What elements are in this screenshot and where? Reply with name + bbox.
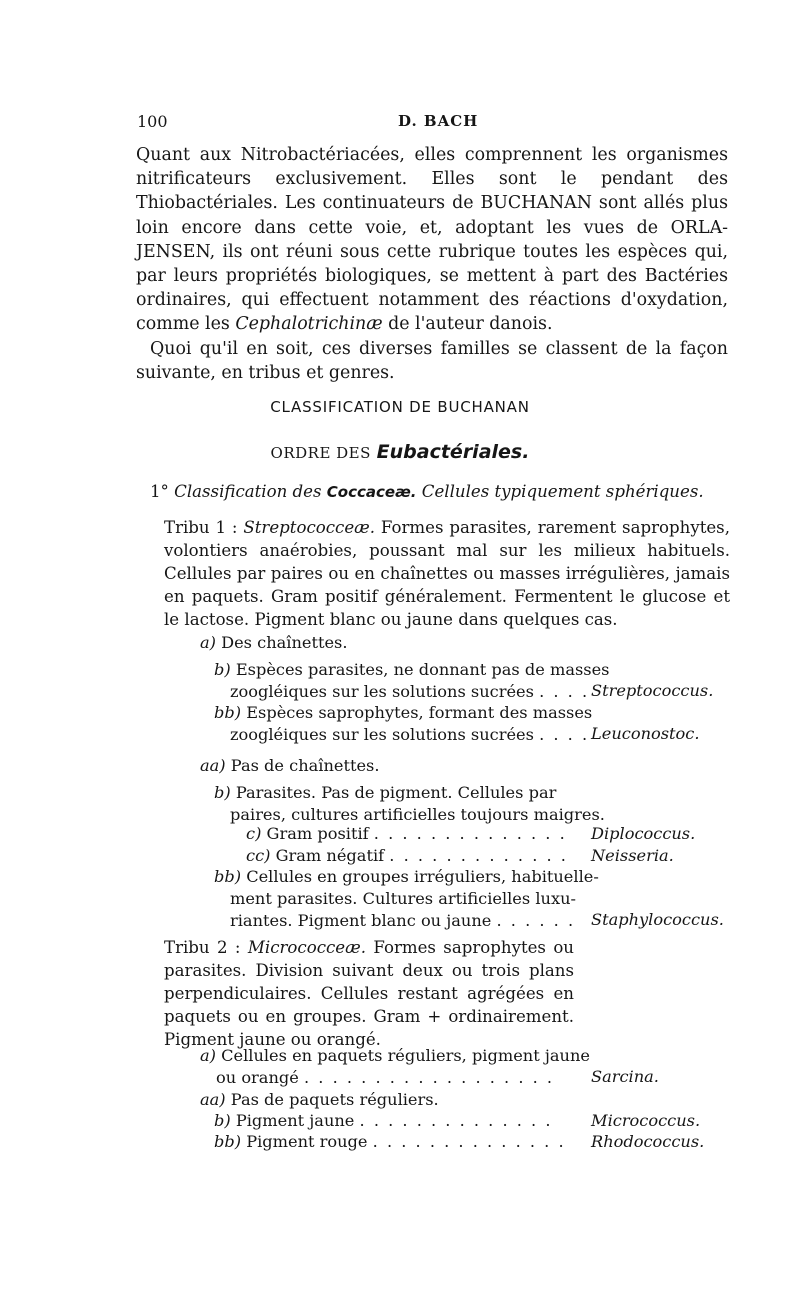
key-mark: bb) — [214, 867, 242, 886]
key1-aa — [200, 756, 380, 775]
leader-dots: . . . . . . . . . . . . . . — [359, 1111, 553, 1130]
page-number: 100 — [137, 112, 168, 131]
key-mark: aa) — [200, 1090, 226, 1109]
key2-aa — [200, 1090, 439, 1109]
key-mark: cc) — [246, 846, 271, 865]
key2-bb — [214, 1132, 566, 1151]
key-text: paires, cultures artificielles toujours maigres. — [230, 805, 605, 824]
key-mark: a) — [200, 633, 216, 652]
key-mark: b) — [214, 1111, 231, 1130]
key-mark: b) — [214, 783, 231, 802]
genus-label: Streptococcus. — [591, 681, 714, 700]
leader-dots: . . . . . . — [496, 911, 576, 930]
tribu-2-name: Micrococceæ. — [247, 938, 366, 957]
leader-dots: . . . . . . . . . . . . . — [389, 846, 568, 865]
tribu-1-name: Streptococceæ. — [243, 518, 376, 537]
tribu-2-text: Formes saprophytes ou parasites. Division suivant deux ou trois plans perpendiculaires. Cellules restant agrégées en paquets ou en groupes. Gram + ordinairement. Pigment jaune ou orangé. — [164, 938, 574, 1049]
key-mark: b) — [214, 660, 231, 679]
order-heading — [0, 441, 800, 463]
key-text: Cellules en groupes irréguliers, habituelle- — [246, 867, 599, 886]
key-mark: bb) — [214, 703, 242, 722]
key-text: Pigment rouge — [246, 1132, 368, 1151]
classification-heading: CLASSIFICATION DE BUCHANAN — [270, 398, 530, 416]
key-text: ment parasites. Cultures artificielles luxu- — [230, 889, 576, 908]
key-mark: bb) — [214, 1132, 242, 1151]
tribu-2-paragraph — [164, 936, 574, 1051]
leader-dots: . . . . — [539, 725, 590, 744]
key-text: zoogléiques sur les solutions sucrées — [230, 725, 534, 744]
key1-b — [214, 659, 609, 703]
order-name: Eubactériales. — [376, 441, 530, 463]
key-mark: a) — [200, 1046, 216, 1065]
section-family: Coccaceæ. — [326, 483, 417, 501]
key2-a — [200, 1045, 590, 1089]
intro-text-end: de l'auteur danois. — [388, 314, 553, 335]
genus-label: Rhodococcus. — [591, 1132, 705, 1151]
intro-text: Quant aux Nitrobactériacées, elles comprennent les organismes nitrificateurs exclusivement. Elles sont le pendant des Thiobactériales. Les continuateurs de BUCHANAN sont allés plus loin encore dans cette voie, et, adoptant les vues de ORLA-JENSEN, ils ont réuni sous cette rubrique toutes les espèces qui, par leurs propriétés biologiques, se mettent à part des Bactéries ordinaires, qui effectuent notamment des réactions d'oxydation, comme les — [136, 145, 728, 335]
genus-label: Sarcina. — [591, 1067, 659, 1086]
leader-dots: . . . . . . . . . . . . . . — [372, 1132, 566, 1151]
genus-label: Micrococcus. — [591, 1111, 701, 1130]
key-text: Pas de paquets réguliers. — [230, 1090, 439, 1109]
key-mark: c) — [246, 824, 262, 843]
section-number: 1° — [150, 482, 169, 501]
key-text: Gram positif — [266, 824, 369, 843]
key-text: Des chaînettes. — [221, 633, 348, 652]
key-text: Cellules en paquets réguliers, pigment jaune — [221, 1046, 590, 1065]
key-text: Espèces parasites, ne donnant pas de masses — [235, 660, 610, 679]
key1-cc — [246, 846, 568, 865]
intro-paragraph-2: Quoi qu'il en soit, ces diverses familles se classent de la façon suivante, en tribus et genres. — [136, 338, 728, 383]
leader-dots: . . . . — [539, 682, 590, 701]
genus-label: Leuconostoc. — [591, 724, 700, 743]
key-text: Pas de chaînettes. — [230, 756, 380, 775]
genus-label: Diplococcus. — [591, 824, 696, 843]
key-text: Gram négatif — [275, 846, 385, 865]
tribu-1-paragraph — [164, 516, 730, 631]
key2-b — [214, 1111, 552, 1130]
genus-label: Staphylococcus. — [591, 910, 724, 929]
key-text: Espèces saprophytes, formant des masses — [246, 703, 593, 722]
key1-bb2 — [214, 866, 599, 932]
section-description: Cellules typiquement sphériques. — [421, 482, 704, 501]
genus-label: Neisseria. — [591, 846, 674, 865]
key-text: Parasites. Pas de pigment. Cellules par — [235, 783, 557, 802]
leader-dots: . . . . . . . . . . . . . . — [373, 824, 567, 843]
key-text: Pigment jaune — [235, 1111, 355, 1130]
key-mark: aa) — [200, 756, 226, 775]
key1-b2 — [214, 782, 605, 826]
intro-italic-term: Cephalotrichinæ — [235, 314, 383, 335]
section-1-heading — [150, 482, 704, 501]
section-label: Classification des — [174, 482, 322, 501]
key1-c — [246, 824, 567, 843]
tribu-1-label: Tribu 1 : — [164, 518, 238, 537]
key-text: riantes. Pigment blanc ou jaune — [230, 911, 492, 930]
key1-bb — [214, 702, 592, 746]
order-prefix: ORDRE DES — [270, 444, 371, 462]
tribu-2-label: Tribu 2 : — [164, 938, 241, 957]
running-head: D. BACH — [398, 112, 479, 130]
intro-paragraph — [136, 143, 728, 385]
key1-a — [200, 633, 348, 652]
key-text: ou orangé — [216, 1068, 299, 1087]
leader-dots: . . . . . . . . . . . . . . . . . . — [303, 1068, 555, 1087]
tribu-1-text: Formes parasites, rarement saprophytes, volontiers anaérobies, poussant mal sur les milieux habituels. Cellules par paires ou en chaînettes ou masses irrégulières, jamais en paquets. Gram positif généralement. Fermentent le glucose et le lactose. Pigment blanc ou jaune dans quelques cas. — [164, 518, 730, 629]
key-text: zoogléiques sur les solutions sucrées — [230, 682, 534, 701]
